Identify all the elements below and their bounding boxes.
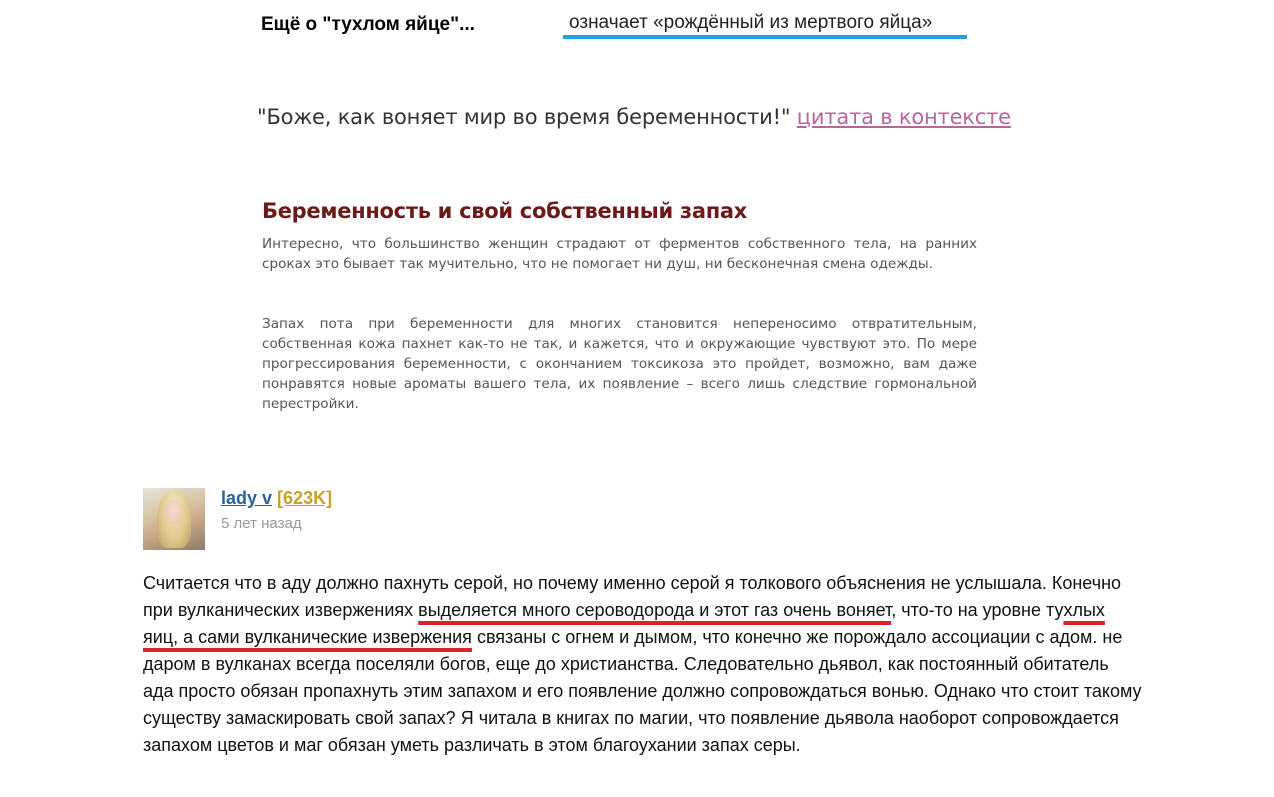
blue-underline-mark	[563, 35, 967, 39]
comment-body	[143, 570, 1143, 759]
username-link[interactable]: lady v	[221, 488, 273, 508]
quote-line	[257, 105, 1011, 129]
karma-badge[interactable]: [623K]	[277, 488, 333, 508]
highlight-underline-2: хлых яиц, а сами вулканические извержения	[143, 600, 1105, 647]
comment-timestamp: 5 лет назад	[221, 515, 302, 532]
article-title: Беременность и свой собственный запах	[262, 199, 748, 223]
quote-text: "Боже, как воняет мир во время беременности!"	[257, 105, 791, 129]
highlight-underline-1: выделяется много сероводорода и этот газ очень воняет	[418, 600, 892, 620]
comment-author	[221, 488, 332, 509]
comment-text-2: , что-то на уровне ту	[891, 600, 1064, 620]
quote-context-link[interactable]: цитата в контексте	[796, 105, 1011, 129]
comment-text-3: связаны с огнем и дымом, что конечно же порождало ассоциации с адом. не даром в вулканах всегда поселяли богов, еще до христианства. Следовательно дьявол, как постоянный обитатель ада просто обязан пропахнуть этим запахом и его появление должно сопровождаться вонью. Однако что стоит такому существу замаскировать свой запах? Я читала в книгах по магии, что появление дьявола наоборот сопровождается запахом цветов и маг обязан уметь различать в этом благоухании запах серы.	[143, 627, 1142, 755]
avatar-face-shape	[165, 500, 183, 524]
comment-text-1: Считается что в аду должно пахнуть серой, но почему именно серой я толкового объяснения не услышала. Конечно при вулканических извержениях	[143, 573, 1122, 620]
top-heading: Ещё о "тухлом яйце"...	[261, 14, 475, 35]
meaning-caption: означает «рождённый из мертвого яйца»	[569, 12, 933, 33]
article-paragraph-1: Интересно, что большинство женщин страдают от ферментов собственного тела, на ранних сроках это бывает так мучительно, что не помогает ни душ, ни бесконечная смена одежды.	[262, 236, 977, 272]
article-paragraph-2: Запах пота при беременности для многих становится непереносимо отвратительным, собственная кожа пахнет как-то не так, и кажется, что и окружающие чувствуют это. По мере прогрессирования беременности, с окончанием токсикоза это пройдет, возможно, вам даже понравятся новые ароматы вашего тела, их появление – всего лишь следствие гормональной перестройки.	[262, 316, 977, 412]
user-avatar[interactable]	[143, 488, 205, 550]
